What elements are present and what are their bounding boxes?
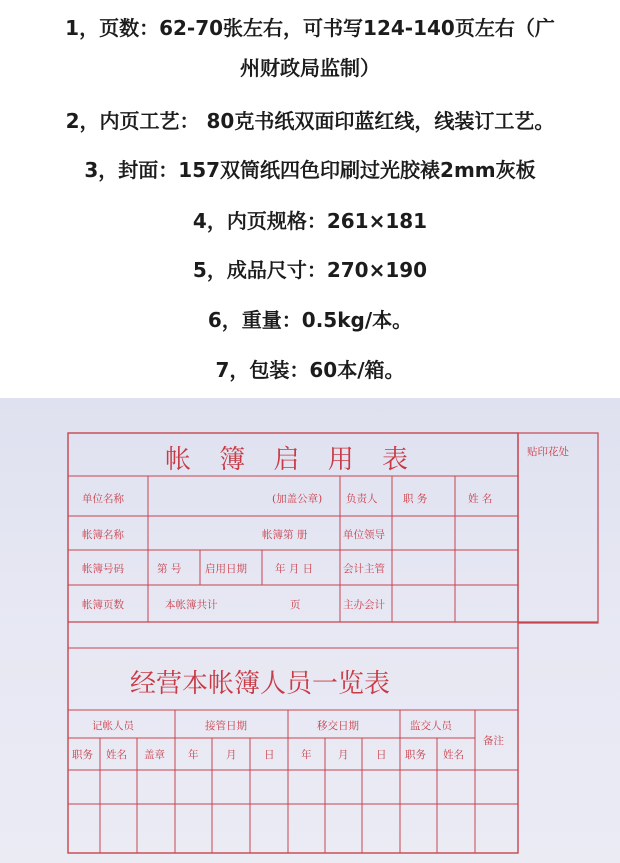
spec-line-6: 6，重量：0.5kg/本。 bbox=[207, 308, 413, 332]
sub-duty: 职务 bbox=[72, 749, 93, 761]
row3-label: 帐簿号码 bbox=[82, 563, 124, 575]
staff-table-title: 经营本帐簿人员一览表 bbox=[130, 669, 391, 699]
row1-name: 姓 名 bbox=[468, 493, 493, 505]
stamp-box bbox=[518, 433, 598, 623]
sub-duty2: 职务 bbox=[405, 749, 426, 761]
sub-seal: 盖章 bbox=[144, 749, 165, 761]
stamp-area-label: 贴印花处 bbox=[527, 446, 569, 458]
spec-line-2: 2，内页工艺： 80克书纸双面印蓝红线，线装订工艺。 bbox=[65, 109, 555, 133]
sub-day: 日 bbox=[264, 749, 275, 761]
row2-label: 帐簿名称 bbox=[82, 529, 124, 541]
spec-line-1b: 州财政局监制） bbox=[240, 56, 380, 80]
spec-line-1a: 1，页数：62-70张左右，可书写124-140页左右（广 bbox=[65, 16, 555, 40]
row3-ymd: 年 月 日 bbox=[275, 563, 314, 575]
sub-year: 年 bbox=[188, 749, 199, 761]
row3-num: 第 号 bbox=[157, 563, 182, 575]
row1-seal: (加盖公章) bbox=[272, 493, 323, 505]
ledger-form-photo bbox=[0, 398, 620, 863]
row2-book-no: 帐簿第 册 bbox=[262, 529, 308, 541]
row4-label: 帐簿页数 bbox=[82, 599, 124, 611]
row4-page: 页 bbox=[290, 599, 301, 611]
row1-duty: 职 务 bbox=[403, 493, 428, 505]
spec-line-4: 4，内页规格：261×181 bbox=[192, 209, 428, 233]
row4-total: 本帐簿共计 bbox=[165, 599, 218, 611]
form-title: 帐 簿 启 用 表 bbox=[165, 445, 419, 475]
row2-leader: 单位领导 bbox=[343, 529, 385, 541]
header-supervisor: 监交人员 bbox=[410, 720, 452, 732]
header-takeover-date: 接管日期 bbox=[205, 720, 247, 732]
sub-name: 姓名 bbox=[106, 749, 127, 761]
row3-accounting-head: 会计主管 bbox=[343, 563, 385, 575]
ledger-form bbox=[0, 398, 620, 863]
sub-year2: 年 bbox=[301, 749, 312, 761]
row1-person: 负责人 bbox=[346, 493, 378, 505]
sub-day2: 日 bbox=[376, 749, 387, 761]
spec-line-7: 7，包装：60本/箱。 bbox=[215, 358, 405, 382]
sub-name2: 姓名 bbox=[443, 749, 464, 761]
row4-chief-accountant: 主办会计 bbox=[343, 599, 385, 611]
header-remarks: 备注 bbox=[483, 735, 504, 747]
sub-month2: 月 bbox=[338, 749, 349, 761]
row1-label: 单位名称 bbox=[82, 493, 124, 505]
header-bookkeeper: 记帐人员 bbox=[92, 720, 134, 732]
spec-line-5: 5，成品尺寸：270×190 bbox=[192, 258, 428, 282]
spec-line-3: 3，封面：157双筒纸四色印刷过光胶裱2mm灰板 bbox=[84, 158, 536, 182]
row3-start-date: 启用日期 bbox=[205, 563, 247, 575]
sub-month: 月 bbox=[226, 749, 237, 761]
header-handover-date: 移交日期 bbox=[317, 720, 359, 732]
